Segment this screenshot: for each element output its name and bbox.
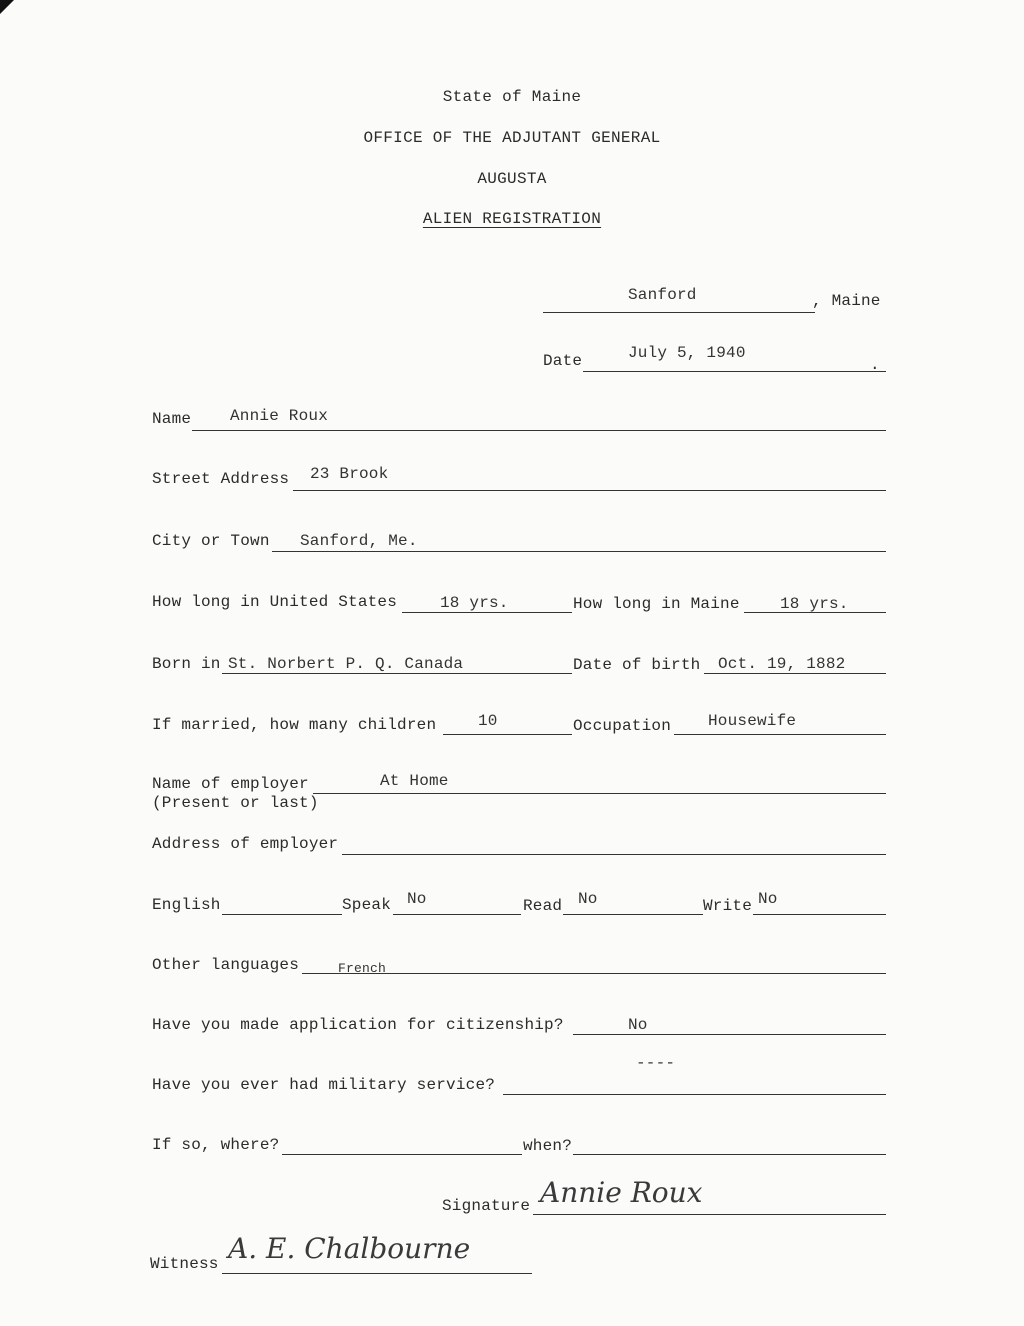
- date-line: [583, 371, 886, 372]
- occupation-value[interactable]: Housewife: [708, 712, 797, 730]
- occupation-label: Occupation: [573, 717, 672, 735]
- header-title-wrap: [0, 210, 1024, 228]
- born-value[interactable]: St. Norbert P. Q. Canada: [228, 655, 464, 673]
- other-languages-line: [302, 973, 886, 974]
- read-line: [563, 914, 703, 915]
- where-label: If so, where?: [152, 1136, 280, 1154]
- street-value[interactable]: 23 Brook: [310, 465, 389, 483]
- citizenship-label: Have you made application for citizenship?: [152, 1016, 564, 1034]
- born-line: [222, 673, 572, 674]
- witness-line: [222, 1273, 532, 1274]
- where-line: [282, 1154, 522, 1155]
- occupation-line: [674, 734, 886, 735]
- read-value[interactable]: No: [578, 890, 598, 908]
- when-label: when?: [523, 1137, 573, 1155]
- employer-label: Name of employer: [152, 775, 309, 793]
- name-line: [192, 430, 886, 431]
- children-line: [443, 734, 572, 735]
- employer-value[interactable]: At Home: [380, 772, 449, 790]
- city-line: [272, 551, 886, 552]
- dob-label: Date of birth: [573, 656, 701, 674]
- date-label: Date: [543, 352, 583, 370]
- place-suffix: , Maine: [812, 292, 881, 310]
- maine-long-label: How long in Maine: [573, 595, 740, 613]
- employer-sublabel: (Present or last): [152, 794, 319, 812]
- maine-long-value[interactable]: 18 yrs.: [780, 595, 849, 613]
- maine-long-line: [744, 612, 886, 613]
- form-title: ALIEN REGISTRATION: [422, 210, 602, 228]
- speak-value[interactable]: No: [407, 890, 427, 908]
- citizenship-line: [573, 1034, 886, 1035]
- children-label: If married, how many children: [152, 716, 437, 734]
- write-label: Write: [703, 897, 753, 915]
- place-value[interactable]: Sanford: [628, 286, 697, 304]
- military-line: [503, 1094, 886, 1095]
- name-label: Name: [152, 410, 192, 428]
- employer-address-line: [342, 854, 886, 855]
- signature-handwriting[interactable]: Annie Roux: [540, 1176, 703, 1209]
- header-city: AUGUSTA: [477, 170, 547, 188]
- us-long-value[interactable]: 18 yrs.: [440, 594, 509, 612]
- us-long-line: [402, 612, 572, 613]
- write-value[interactable]: No: [758, 890, 778, 908]
- dob-value[interactable]: Oct. 19, 1882: [718, 655, 846, 673]
- date-end: .: [870, 356, 880, 374]
- place-line: [543, 312, 815, 313]
- us-long-label: How long in United States: [152, 593, 398, 611]
- write-line: [753, 914, 886, 915]
- english-line: [222, 914, 342, 915]
- city-value[interactable]: Sanford, Me.: [300, 532, 418, 550]
- witness-handwriting[interactable]: A. E. Chalbourne: [228, 1232, 471, 1265]
- born-label: Born in: [152, 655, 221, 673]
- other-languages-label: Other languages: [152, 956, 300, 974]
- when-line: [573, 1154, 886, 1155]
- header-office: OFFICE OF THE ADJUTANT GENERAL: [363, 129, 661, 147]
- date-value[interactable]: July 5, 1940: [628, 344, 746, 362]
- header-state: State of Maine: [442, 88, 582, 106]
- scan-corner-mark: [0, 0, 14, 14]
- speak-label: Speak: [342, 896, 392, 914]
- street-label: Street Address: [152, 470, 290, 488]
- employer-line: [313, 793, 886, 794]
- dob-line: [704, 673, 886, 674]
- speak-line: [393, 914, 521, 915]
- name-value[interactable]: Annie Roux: [230, 407, 329, 425]
- signature-line: [533, 1214, 886, 1215]
- military-value[interactable]: ----: [636, 1054, 676, 1072]
- street-line: [293, 490, 886, 491]
- military-label: Have you ever had military service?: [152, 1076, 496, 1094]
- other-languages-value[interactable]: French: [338, 961, 387, 976]
- citizenship-value[interactable]: No: [628, 1016, 648, 1034]
- signature-label: Signature: [442, 1197, 531, 1215]
- children-value[interactable]: 10: [478, 712, 498, 730]
- employer-address-label: Address of employer: [152, 835, 339, 853]
- witness-label: Witness: [150, 1255, 219, 1273]
- city-label: City or Town: [152, 532, 270, 550]
- read-label: Read: [523, 897, 563, 915]
- english-label: English: [152, 896, 221, 914]
